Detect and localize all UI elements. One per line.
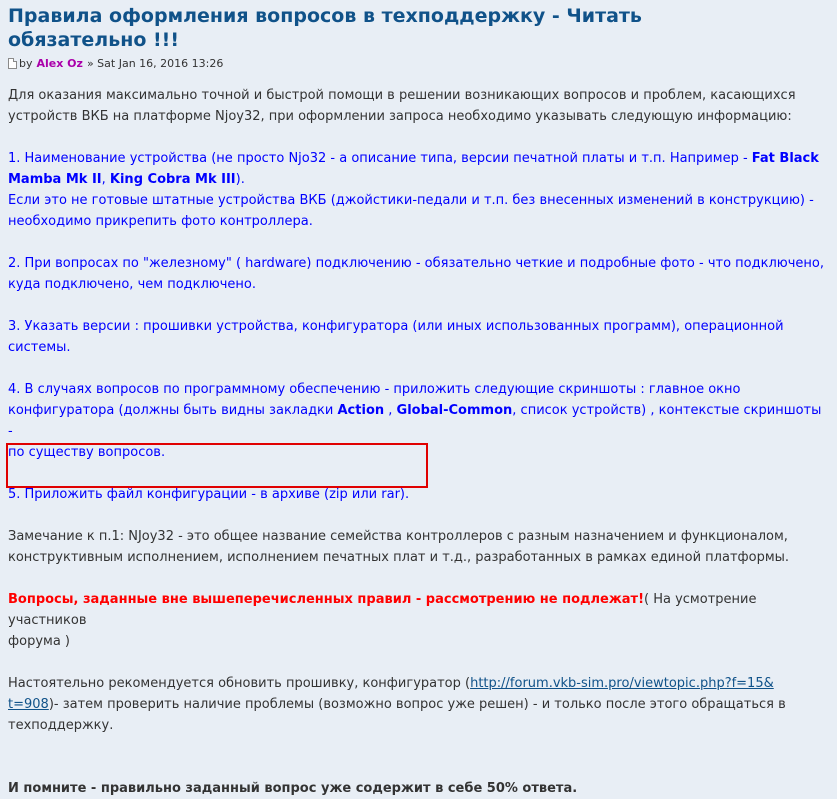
rule-text: необходимо прикрепить фото контроллера. xyxy=(8,214,313,229)
author-username-link[interactable]: Alex Oz xyxy=(36,57,83,70)
rule-text: 2. При вопросах по "железному" ( hardware) подключению - обязательно четкие и подробные фото - что подключено, xyxy=(8,256,824,271)
post-date: Sat Jan 16, 2016 13:26 xyxy=(97,57,224,70)
recommend-text: техподдержку. xyxy=(8,718,114,733)
tab-name-bold: Action xyxy=(337,403,385,418)
topic-title-line2[interactable]: обязательно !!! xyxy=(8,29,179,51)
rule-text: куда подключено, чем подключено. xyxy=(8,277,257,292)
rule-item-2 xyxy=(8,253,830,295)
recommend-text: )- затем проверить наличие проблемы (возможно вопрос уже решен) - и только после этого обращаться в xyxy=(48,697,786,712)
recommend-paragraph xyxy=(8,673,830,736)
rule-text: , xyxy=(101,172,110,187)
by-label: by xyxy=(19,57,33,70)
note-paragraph xyxy=(8,526,830,568)
rule-text: 5. Приложить файл конфигурации - в архиве (zip или rar). xyxy=(8,487,410,502)
device-name-bold: King Cobra Mk III xyxy=(109,172,236,187)
note-line: Замечание к п.1: NJoy32 - это общее название семейства контроллеров с разным назначением и функционалом, xyxy=(8,529,788,544)
recommend-text: Настоятельно рекомендуется обновить прошивку, конфигуратор ( xyxy=(8,676,471,691)
forum-update-link-cont[interactable]: t=908 xyxy=(8,697,49,712)
rule-item-1 xyxy=(8,148,830,232)
rule-text: 4. В случаях вопросов по программному обеспечению - приложить следующие скриншоты : главное окно xyxy=(8,382,741,397)
closing-paragraph xyxy=(8,778,830,799)
rule-text: конфигуратора (должны быть видны закладки xyxy=(8,403,338,418)
intro-line: Для оказания максимально точной и быстрой помощи в решении возникающих вопросов и проблем, касающихся xyxy=(8,88,796,103)
rule-text: , список устройств) , контекстые скриншоты - xyxy=(8,403,822,439)
rule-text: Если это не готовые штатные устройства ВКБ (джойстики-педали и т.п. без внесенных изменений в конструкцию) - xyxy=(8,193,814,208)
rule-text: 1. Наименование устройства (не просто Njo32 - а описание типа, версии печатной платы и т.п. Например - xyxy=(8,151,752,166)
warning-note: форума ) xyxy=(8,634,70,649)
author-separator: » xyxy=(86,57,94,70)
forum-update-link[interactable]: http://forum.vkb-sim.pro/viewtopic.php?f=15& xyxy=(470,676,774,691)
note-line: конструктивным исполнением, исполнением печатных плат и т.д., разработанных в рамках единой платформы. xyxy=(8,550,790,565)
post-author-line xyxy=(8,56,830,71)
warning-paragraph xyxy=(8,589,830,652)
post-content xyxy=(8,85,830,799)
rule-text: , xyxy=(384,403,397,418)
rule-text: системы. xyxy=(8,340,71,355)
closing-text: И помните - правильно заданный вопрос уже содержит в себе 50% ответа. xyxy=(8,781,578,796)
intro-paragraph xyxy=(8,85,830,127)
intro-line: устройств ВКБ на платформе Njoy32, при оформлении запроса необходимо указывать следующую информацию: xyxy=(8,109,792,124)
rule-text: по существу вопросов. xyxy=(8,445,166,460)
rule-text: 3. Указать версии : прошивки устройства, конфигуратора (или иных использованных программ), операционной xyxy=(8,319,784,334)
post-icon[interactable] xyxy=(8,58,17,69)
warning-note: ( На усмотрение участников xyxy=(8,592,757,628)
topic-title[interactable] xyxy=(8,4,830,52)
device-name-bold: Fat Black xyxy=(751,151,819,166)
rule-item-3 xyxy=(8,316,830,358)
tab-name-bold: Global-Common xyxy=(396,403,513,418)
device-name-bold: Mamba Mk II xyxy=(8,172,102,187)
rule-item-5 xyxy=(8,484,830,505)
rule-text: ). xyxy=(235,172,245,187)
topic-title-line1[interactable]: Правила оформления вопросов в техподдержку - Читать xyxy=(8,5,642,27)
rule-item-4 xyxy=(8,379,830,463)
post-container xyxy=(8,4,830,799)
warning-text: Вопросы, заданные вне вышеперечисленных правил - рассмотрению не подлежат! xyxy=(8,592,645,607)
